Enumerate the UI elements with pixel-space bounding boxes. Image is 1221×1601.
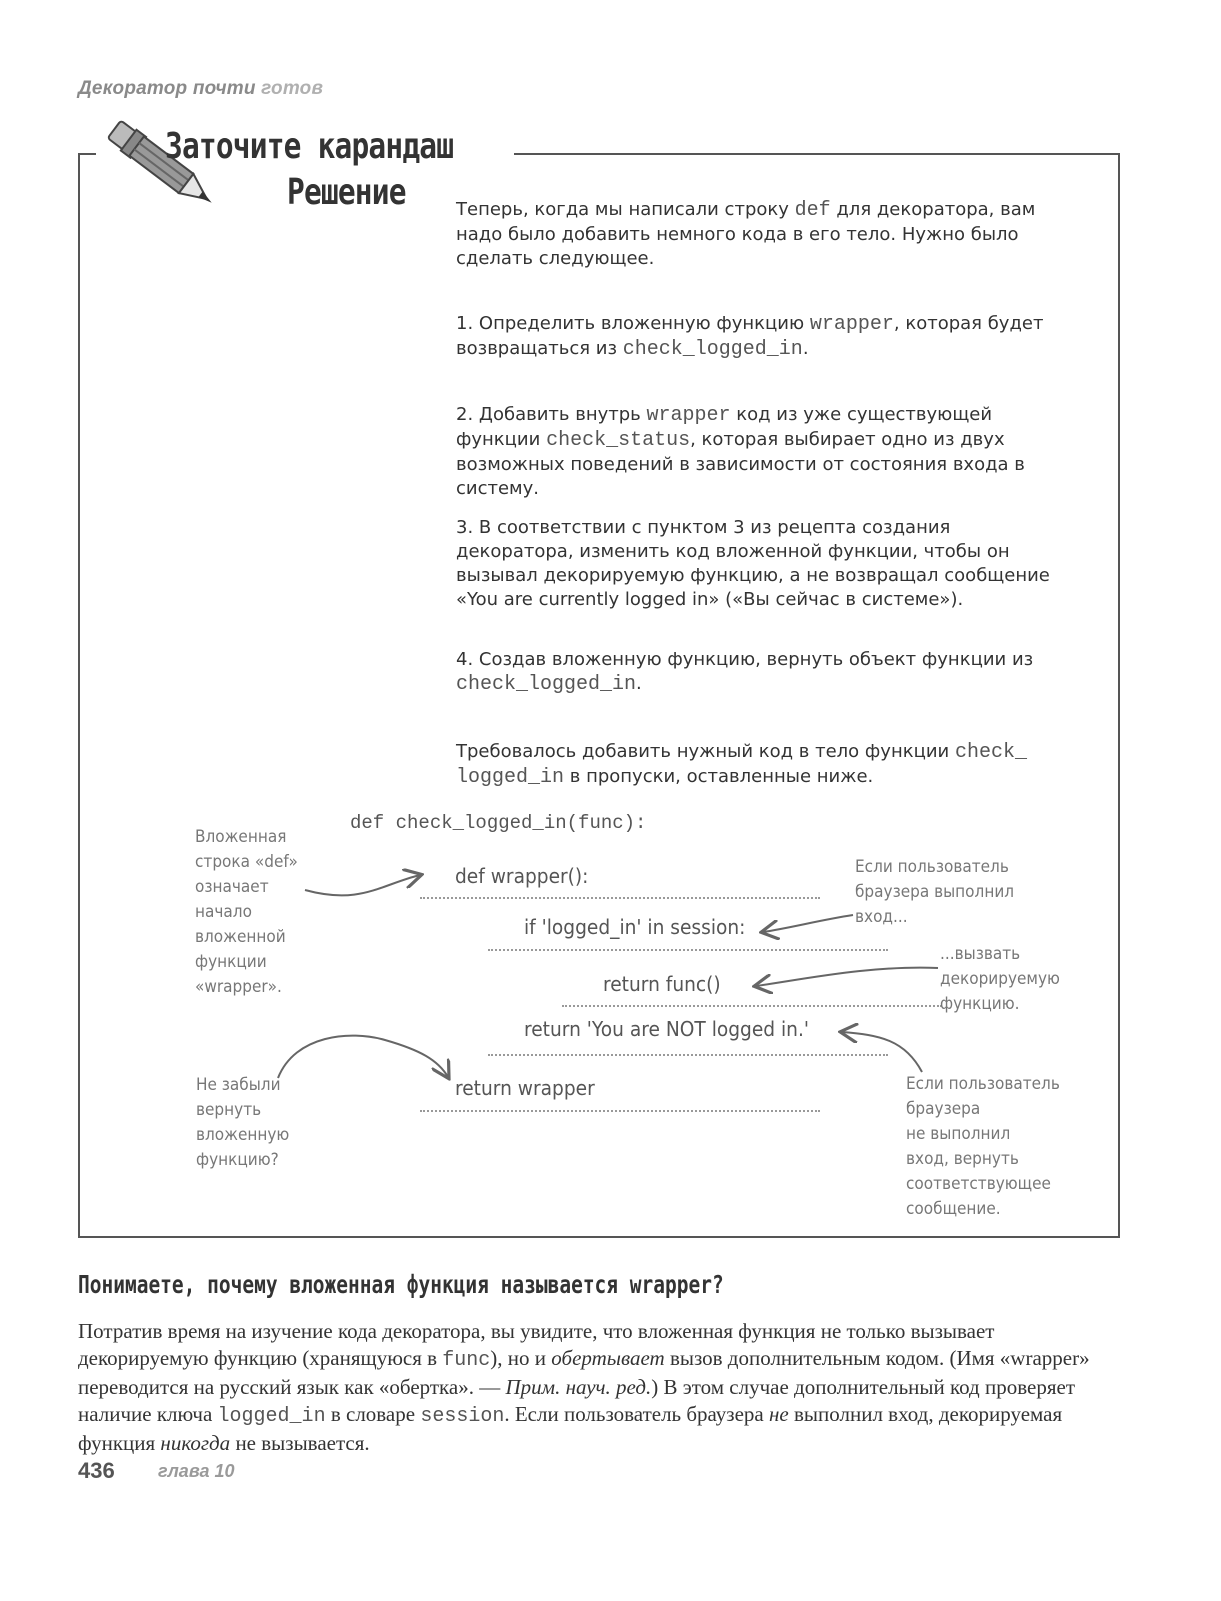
- body-italic-4: никогда: [160, 1431, 231, 1455]
- step1-code-2: check_logged_in: [622, 338, 803, 361]
- note-return-reminder: Не забыли вернуть вложенную функцию?: [196, 1075, 290, 1170]
- step1-text-2: , которая будет возвращаться из: [456, 313, 1044, 359]
- body-italic-3: не: [769, 1401, 789, 1426]
- arrow-nested-def: [305, 875, 420, 895]
- body-text-3: вызов дополнительным кодом. (Имя «wrapper» переводится на русский язык как «обертка». —: [78, 1345, 1090, 1399]
- body-text-6: . Если пользователь браузера: [504, 1401, 769, 1426]
- closing-code-1: check_: [954, 741, 1027, 764]
- closing-code-2: logged_in: [456, 766, 565, 789]
- step2-text-1: 2. Добавить внутрь: [456, 404, 647, 425]
- step1-text-3: .: [802, 338, 809, 359]
- intro-code-def: def: [794, 199, 831, 222]
- body-code-func: func: [442, 1348, 491, 1372]
- answer-line-4: return 'You are NOT logged in.': [524, 1017, 810, 1041]
- sharpen-subtitle: Решение: [287, 172, 406, 213]
- body-text-8: не вызывается.: [230, 1431, 370, 1455]
- body-text-7: выполнил вход, декорируемая функция: [78, 1401, 1063, 1455]
- page-number: 436: [78, 1458, 115, 1483]
- step2-text-3: , которая выбирает одно из двух возможных поведений в зависимости от состояния входа в систему.: [456, 429, 1025, 499]
- running-head-accent: готов: [261, 78, 324, 99]
- note-nested-def: Вложенная строка «def» означает начало вложенной функции «wrapper».: [195, 827, 298, 997]
- step2-text-2: код из уже существующей функции: [456, 404, 993, 450]
- body-italic-2: Прим. науч. ред.: [505, 1375, 652, 1399]
- step4-text-2: .: [636, 673, 642, 694]
- note-not-logged-in: Если пользователь браузера не выполнил вход, вернуть соответствующее сообщение.: [906, 1074, 1060, 1219]
- intro-text-1: Теперь, когда мы написали строку: [456, 199, 795, 220]
- arrow-if-logged-in: [763, 915, 853, 932]
- body-text-2: ), но и: [490, 1345, 552, 1370]
- code-def-check-logged-in: def check_logged_in(func):: [350, 812, 647, 834]
- arrow-call-func: [756, 968, 938, 986]
- step4-text-1: 4. Создав вложенную функцию, вернуть объект функции из: [456, 649, 1034, 670]
- step-3: 3. В соответствии с пунктом 3 из рецепта создания декоратора, изменить код вложенной функции, чтобы он вызывал декорируемую функцию, а не возвращал сообщение «You are currently logged in» («Вы сейчас в системе»).: [456, 517, 1050, 610]
- step1-text-1: 1. Определить вложенную функцию: [456, 313, 810, 334]
- answer-line-1: def wrapper():: [455, 864, 589, 888]
- body-code-session: session: [420, 1404, 505, 1428]
- body-text-5: в словаре: [325, 1401, 421, 1426]
- arrow-return-reminder: [278, 1036, 448, 1078]
- note-call-func: ...вызвать декорируемую функцию.: [940, 944, 1060, 1014]
- step2-code-2: check_status: [546, 429, 691, 452]
- answer-line-2: if 'logged_in' in session:: [524, 915, 746, 939]
- answer-line-3: return func(): [603, 972, 721, 996]
- sharpen-title: Заточите карандаш: [165, 126, 454, 167]
- chapter-label: глава 10: [158, 1461, 235, 1481]
- arrow-not-logged-in: [842, 1032, 922, 1072]
- step4-code-1: check_logged_in: [456, 673, 637, 696]
- body-code-logged-in: logged_in: [217, 1404, 326, 1428]
- closing-text-2: в пропуски, оставленные ниже.: [564, 766, 874, 787]
- step2-code-1: wrapper: [646, 404, 731, 427]
- intro-text-2: для декоратора, вам надо было добавить немного кода в его тело. Нужно было сделать следующее.: [456, 199, 1036, 269]
- running-head-main: Декоратор почти: [78, 78, 262, 99]
- note-if-logged-in: Если пользователь браузера выполнил вход...: [855, 857, 1015, 927]
- step1-code-1: wrapper: [809, 313, 894, 336]
- section-heading: Понимаете, почему вложенная функция называется wrapper?: [78, 1270, 724, 1299]
- body-text-4: ) В этом случае дополнительный код проверяет наличие ключа: [78, 1375, 1075, 1426]
- closing-text-1: Требовалось добавить нужный код в тело функции: [456, 741, 955, 762]
- answer-line-5: return wrapper: [455, 1076, 595, 1100]
- body-italic-1: обертывает: [551, 1345, 665, 1370]
- body-text-1: Потратив время на изучение кода декоратора, вы увидите, что вложенная функция не только вызывает декорируемую функцию (хранящуюся в: [78, 1319, 995, 1370]
- body-paragraph: [78, 1318, 1128, 1457]
